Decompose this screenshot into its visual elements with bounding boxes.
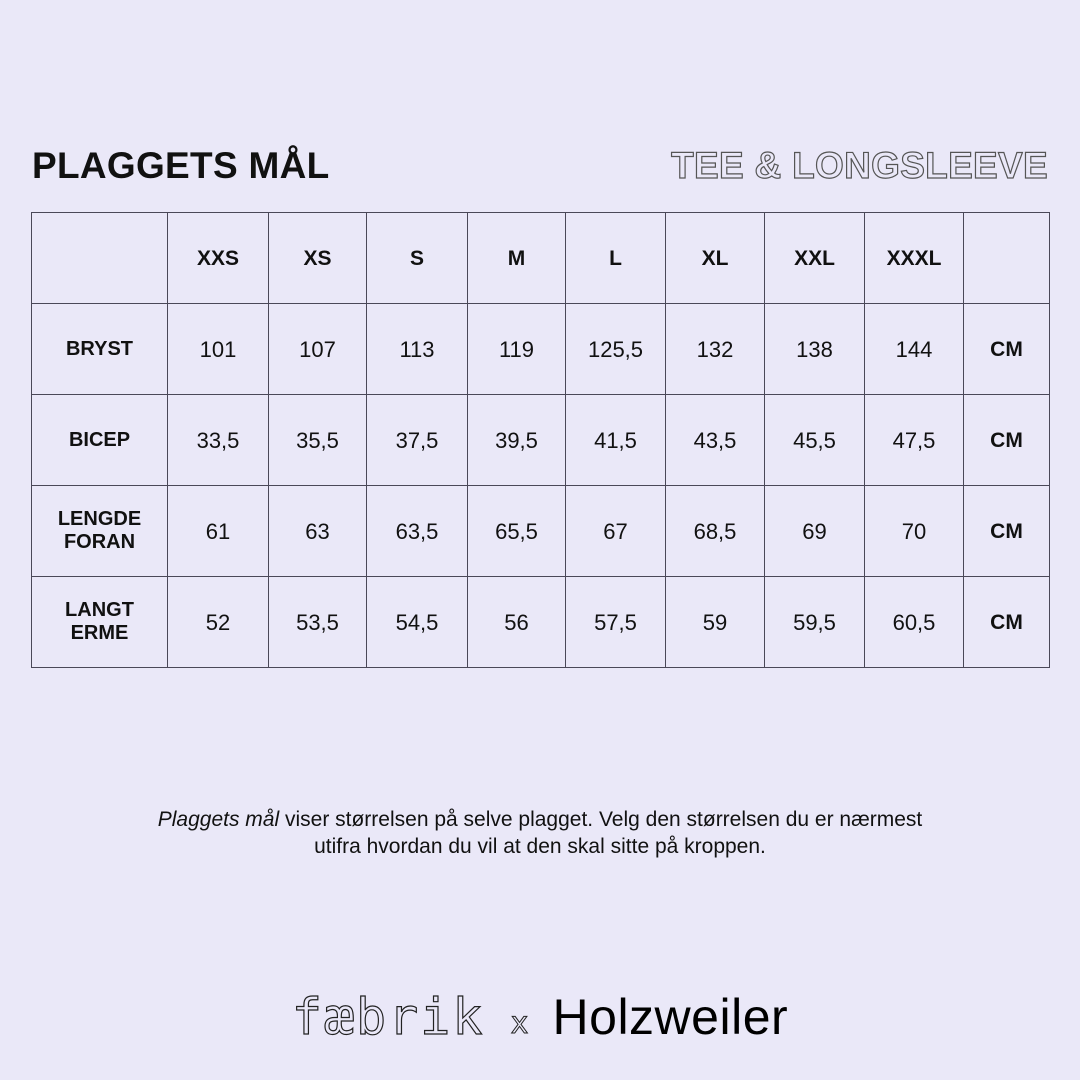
measurement-value: 61 [168, 486, 269, 577]
measurement-value: 37,5 [367, 395, 468, 486]
unit-label: CM [964, 486, 1050, 577]
measurement-value: 43,5 [666, 395, 765, 486]
description-line-1-rest: viser størrelsen på selve plagget. Velg den størrelsen du er nærmest [279, 808, 923, 831]
unit-label: CM [964, 304, 1050, 395]
measurement-row [32, 395, 1050, 486]
product-subtitle: TEE & LONGSLEEVE [671, 145, 1048, 186]
measurement-value: 69 [765, 486, 865, 577]
brand-footer [0, 982, 1080, 1052]
size-table-body [32, 304, 1050, 668]
size-header-cell: XXL [765, 213, 865, 304]
description-emphasis: Plaggets mål [157, 808, 280, 831]
measurement-value: 138 [765, 304, 865, 395]
measurement-label [32, 395, 168, 486]
measurement-value: 70 [865, 486, 964, 577]
size-header-cell: S [367, 213, 468, 304]
measurement-value: 113 [367, 304, 468, 395]
unit-header-cell [964, 213, 1050, 304]
measurement-value: 67 [566, 486, 666, 577]
unit-label: CM [964, 395, 1050, 486]
collab-separator: x [510, 1005, 529, 1041]
measurement-value: 60,5 [865, 577, 964, 668]
measurement-label [32, 304, 168, 395]
measurement-label-line: LENGDE [57, 508, 142, 530]
measurement-value: 119 [468, 304, 566, 395]
size-header-row [32, 213, 1050, 304]
measurement-value: 35,5 [269, 395, 367, 486]
fabrik-logo: fæbrik [291, 988, 485, 1046]
measurement-value: 33,5 [168, 395, 269, 486]
description-line-2: utifra hvordan du vil at den skal sitte på kroppen. [314, 835, 766, 858]
measurement-value: 54,5 [367, 577, 468, 668]
measurement-label-line: BRYST [65, 337, 134, 360]
holzweiler-logo: Holzweiler [552, 989, 789, 1045]
measurement-value: 47,5 [865, 395, 964, 486]
size-header-cell: XL [666, 213, 765, 304]
measurement-value: 144 [865, 304, 964, 395]
measurement-value: 57,5 [566, 577, 666, 668]
size-header-cell: XXS [168, 213, 269, 304]
measurement-label [32, 577, 168, 668]
measurement-value: 125,5 [566, 304, 666, 395]
measurement-row [32, 304, 1050, 395]
measurement-value: 63 [269, 486, 367, 577]
measurement-value: 65,5 [468, 486, 566, 577]
measurement-value: 53,5 [269, 577, 367, 668]
measurement-value: 56 [468, 577, 566, 668]
measurement-value: 59 [666, 577, 765, 668]
measurement-label-line: FORAN [63, 531, 136, 553]
measurement-row [32, 486, 1050, 577]
measurement-label-line: LANGT [65, 599, 134, 621]
measurement-value: 45,5 [765, 395, 865, 486]
unit-label: CM [964, 577, 1050, 668]
measurement-value: 101 [168, 304, 269, 395]
description-line-1 [0, 806, 1080, 833]
page-title: PLAGGETS MÅL [32, 145, 330, 186]
size-header-cell: M [468, 213, 566, 304]
description [0, 806, 1080, 860]
size-table [31, 212, 1050, 668]
measurement-row [32, 577, 1050, 668]
measurement-value: 63,5 [367, 486, 468, 577]
measurement-label-line: ERME [70, 622, 129, 644]
measurement-value: 41,5 [566, 395, 666, 486]
measurement-value: 132 [666, 304, 765, 395]
measurement-value: 68,5 [666, 486, 765, 577]
corner-cell [32, 213, 168, 304]
measurement-value: 52 [168, 577, 269, 668]
size-header-cell: XS [269, 213, 367, 304]
measurement-label [32, 486, 168, 577]
size-header-cell: XXXL [865, 213, 964, 304]
size-header-cell: L [566, 213, 666, 304]
measurement-value: 59,5 [765, 577, 865, 668]
measurement-label-line: BICEP [68, 428, 131, 451]
measurement-value: 39,5 [468, 395, 566, 486]
measurement-value: 107 [269, 304, 367, 395]
